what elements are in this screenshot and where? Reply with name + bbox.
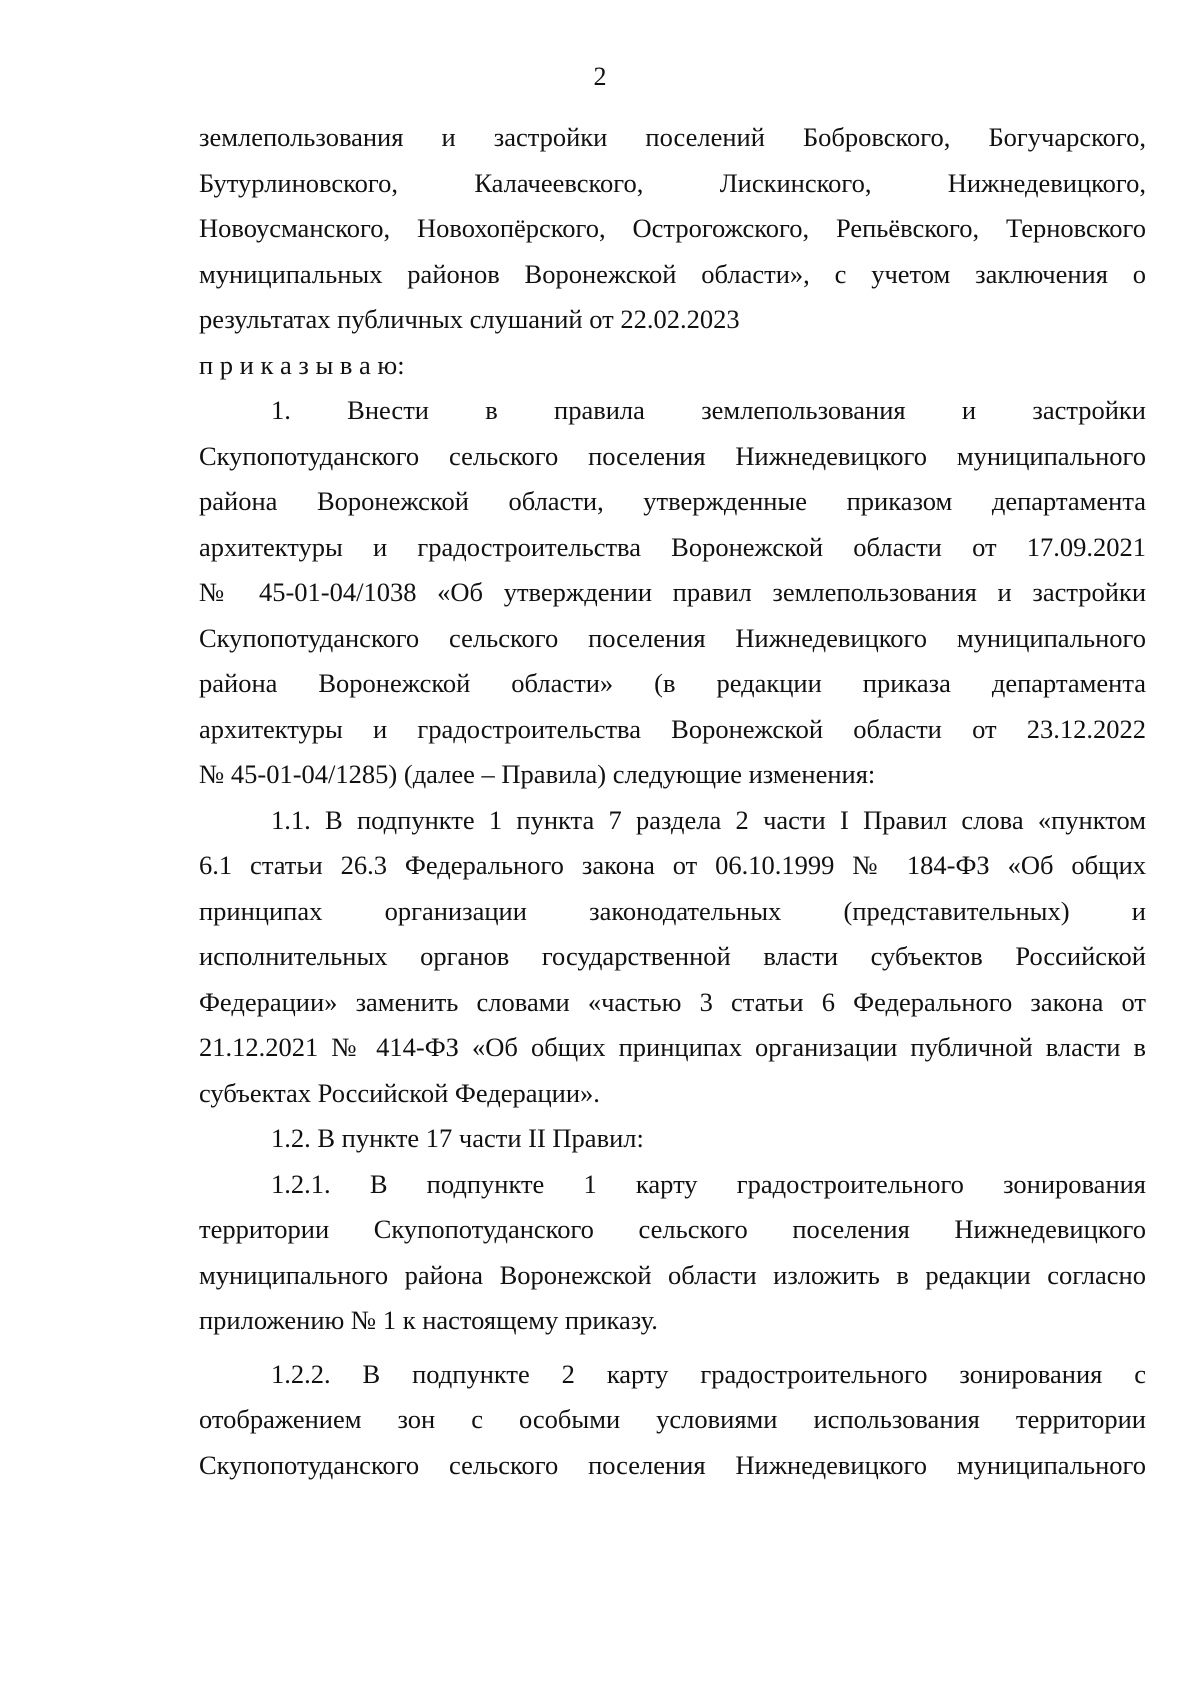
- text-line: территории Скупопотуданского сельского поселения Нижнедевицкого: [199, 1214, 1146, 1244]
- text-line: Федерации» заменить словами «частью 3 статьи 6 Федерального закона от: [199, 986, 1146, 1017]
- text-line: отображением зон с особыми условиями использования территории: [199, 1404, 1146, 1434]
- page-number: 2: [593, 62, 607, 91]
- text-line: муниципальных районов Воронежской области», с учетом заключения о: [199, 258, 1146, 289]
- text-line: муниципального района Воронежской области изложить в редакции согласно: [199, 1259, 1146, 1290]
- paragraph-gap: [199, 1344, 1146, 1352]
- text-line: 1.1. В подпункте 1 пункта 7 раздела 2 части I Правил слова «пунктом: [271, 804, 1146, 835]
- text-line: землепользования и застройки поселений Бобровского, Богучарского,: [199, 122, 1146, 152]
- text-line: района Воронежской области» (в редакции приказа департамента: [199, 668, 1146, 698]
- text-line: 1.2. В пункте 17 части II Правил:: [271, 1123, 644, 1153]
- text-line: 6.1 статьи 26.3 Федерального закона от 06.10.1999 № 184-ФЗ «Об общих: [199, 850, 1146, 880]
- text-line: исполнительных органов государственной власти субъектов Российской: [199, 941, 1146, 971]
- text-line: субъектах Российской Федерации».: [199, 1077, 600, 1108]
- text-line: Скупопотуданского сельского поселения Нижнедевицкого муниципального: [199, 1449, 1146, 1480]
- text-line: 21.12.2021 № 414-ФЗ «Об общих принципах организации публичной власти в: [199, 1032, 1146, 1062]
- text-line: № 45-01-04/1285) (далее – Правила) следующие изменения:: [199, 759, 876, 789]
- text-line: Бутурлиновского, Калачеевского, Лискинского, Нижнедевицкого,: [199, 167, 1146, 198]
- order-word: п р и к а з ы в а ю:: [199, 349, 405, 380]
- text-line: результатах публичных слушаний от 22.02.2023: [199, 304, 740, 334]
- text-line: Скупопотуданского сельского поселения Нижнедевицкого муниципального: [199, 440, 1146, 471]
- text-line: Новоусманского, Новохопёрского, Острогожского, Репьёвского, Терновского: [199, 213, 1146, 243]
- text-line: 1.2.2. В подпункте 2 карту градостроительного зонирования с: [271, 1358, 1146, 1389]
- text-line: приложению № 1 к настоящему приказу.: [199, 1305, 658, 1335]
- document-body: [199, 115, 1146, 1488]
- text-line: архитектуры и градостроительства Воронежской области от 23.12.2022: [199, 713, 1146, 744]
- text-line: района Воронежской области, утвержденные приказом департамента: [199, 486, 1146, 516]
- text-line: 1.2.1. В подпункте 1 карту градостроительного зонирования: [271, 1168, 1146, 1199]
- text-line: № 45-01-04/1038 «Об утверждении правил землепользования и застройки: [199, 577, 1146, 607]
- text-line: Скупопотуданского сельского поселения Нижнедевицкого муниципального: [199, 622, 1146, 653]
- text-line: архитектуры и градостроительства Воронежской области от 17.09.2021: [199, 531, 1146, 562]
- text-line: 1. Внести в правила землепользования и застройки: [271, 395, 1146, 425]
- text-line: принципах организации законодательных (представительных) и: [199, 895, 1146, 926]
